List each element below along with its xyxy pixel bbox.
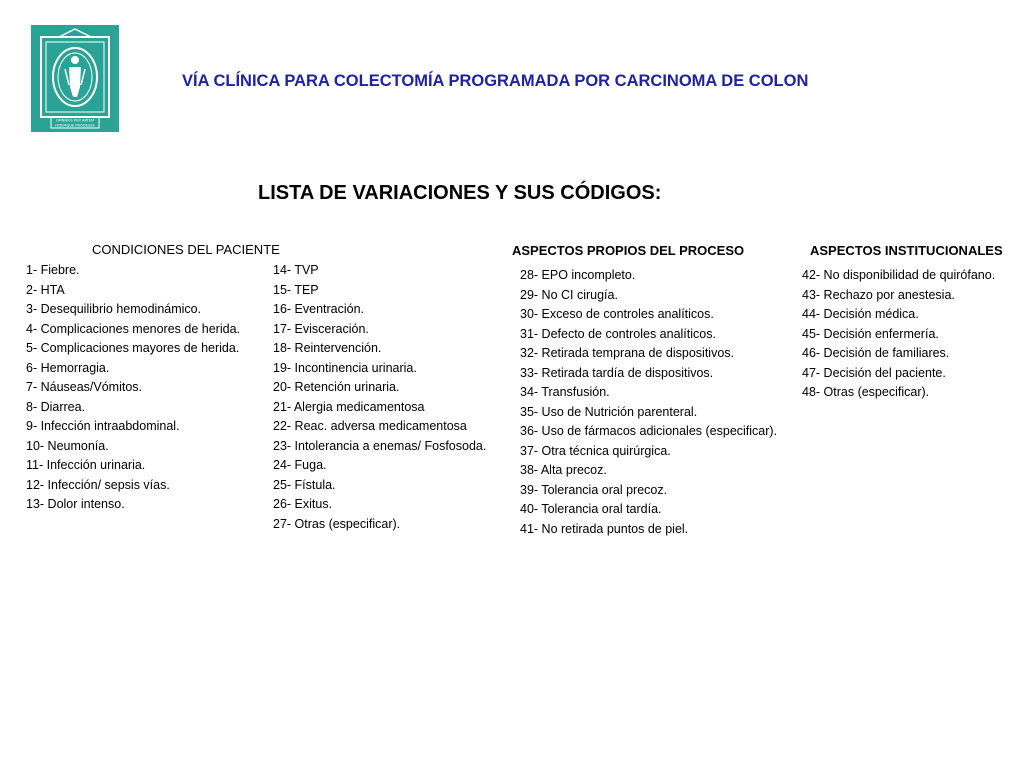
- variation-code-item: 10- Neumonía.: [26, 438, 109, 453]
- variation-code-item: 34- Transfusión.: [520, 385, 610, 399]
- variation-code-item: 1- Fiebre.: [26, 263, 80, 277]
- page-title: VÍA CLÍNICA PARA COLECTOMÍA PROGRAMADA POR CARCINOMA DE COLON: [182, 72, 809, 90]
- variation-code-item: 33- Retirada tardía de dispositivos.: [520, 365, 714, 380]
- variation-code-item: 35- Uso de Nutrición parenteral.: [520, 404, 698, 419]
- variation-code-item: 26- Exitus.: [273, 497, 333, 511]
- variation-code-item: 12- Infección/ sepsis vías.: [26, 477, 170, 492]
- variation-code-item: 39- Tolerancia oral precoz.: [520, 482, 668, 497]
- variation-code-item: 25- Fístula.: [273, 477, 336, 492]
- process-aspects-list: [520, 266, 777, 539]
- variation-code-item: 41- No retirada puntos de piel.: [520, 521, 689, 536]
- variation-code-item: 47- Decisión del paciente.: [802, 365, 946, 380]
- seal-motto-line-1: OMNIBUS PER ARTEM: [55, 118, 95, 123]
- variation-code-item: 43- Rechazo por anestesia.: [802, 287, 955, 302]
- variation-code-item: 40- Tolerancia oral tardía.: [520, 502, 662, 516]
- variation-code-item: 3- Desequilibrio hemodinámico.: [26, 302, 202, 316]
- variation-code-item: 14- TVP: [273, 263, 319, 277]
- variation-code-item: 11- Infección urinaria.: [26, 458, 146, 472]
- variation-code-item: 13- Dolor intenso.: [26, 497, 125, 511]
- variation-code-item: 32- Retirada temprana de dispositivos.: [520, 346, 735, 360]
- institutional-aspects-heading: ASPECTOS INSTITUCIONALES: [810, 243, 1003, 258]
- variation-code-item: 42- No disponibilidad de quirófano.: [802, 268, 996, 282]
- institutional-aspects-list: [802, 266, 995, 403]
- variation-code-item: 31- Defecto de controles analíticos.: [520, 326, 716, 341]
- patient-conditions-list-a: [26, 261, 240, 515]
- variation-code-item: 21- Alergia medicamentosa: [273, 399, 425, 414]
- variation-code-item: 17- Evisceración.: [273, 321, 369, 336]
- patient-conditions-list-b: [273, 261, 486, 534]
- variation-code-item: 16- Eventración.: [273, 302, 365, 316]
- variation-code-item: 19- Incontinencia urinaria.: [273, 360, 417, 375]
- variation-code-item: 27- Otras (especificar).: [273, 516, 401, 531]
- variation-code-item: 4- Complicaciones menores de herida.: [26, 321, 240, 336]
- variation-code-item: 46- Decisión de familiares.: [802, 346, 950, 360]
- variation-code-item: 30- Exceso de controles analíticos.: [520, 307, 714, 321]
- variation-code-item: 18- Reintervención.: [273, 341, 382, 355]
- variation-code-item: 28- EPO incompleto.: [520, 268, 636, 282]
- variation-code-item: 37- Otra técnica quirúrgica.: [520, 443, 671, 458]
- variation-code-item: 38- Alta precoz.: [520, 463, 607, 477]
- variation-code-item: 36- Uso de fármacos adicionales (especificar).: [520, 424, 778, 438]
- variation-code-item: 5- Complicaciones mayores de herida.: [26, 341, 240, 355]
- variation-code-item: 48- Otras (especificar).: [802, 385, 930, 399]
- institution-seal-logo: [31, 25, 119, 132]
- seal-motto-line-2: FIDEMQUE PRODESSE: [55, 123, 95, 128]
- variation-code-item: 15- TEP: [273, 282, 319, 297]
- variation-code-item: 29- No CI cirugía.: [520, 287, 618, 302]
- variation-code-item: 2- HTA: [26, 282, 65, 297]
- variation-code-item: 8- Diarrea.: [26, 399, 86, 414]
- process-aspects-heading: ASPECTOS PROPIOS DEL PROCESO: [512, 243, 745, 258]
- variation-code-item: 20- Retención urinaria.: [273, 380, 400, 394]
- seal-graphic: [31, 25, 119, 132]
- variation-code-item: 7- Náuseas/Vómitos.: [26, 380, 143, 394]
- variation-code-item: 6- Hemorragia.: [26, 360, 110, 375]
- variation-code-item: 44- Decisión médica.: [802, 307, 919, 321]
- variation-code-item: 24- Fuga.: [273, 458, 327, 472]
- variation-code-item: 23- Intolerancia a enemas/ Fosfosoda.: [273, 438, 487, 453]
- variations-list-title: LISTA DE VARIACIONES Y SUS CÓDIGOS:: [258, 182, 662, 204]
- patient-conditions-heading: CONDICIONES DEL PACIENTE: [92, 242, 280, 257]
- variation-code-item: 9- Infección intraabdominal.: [26, 419, 180, 433]
- variation-code-item: 45- Decisión enfermería.: [802, 326, 939, 341]
- variation-code-item: 22- Reac. adversa medicamentosa: [273, 419, 467, 433]
